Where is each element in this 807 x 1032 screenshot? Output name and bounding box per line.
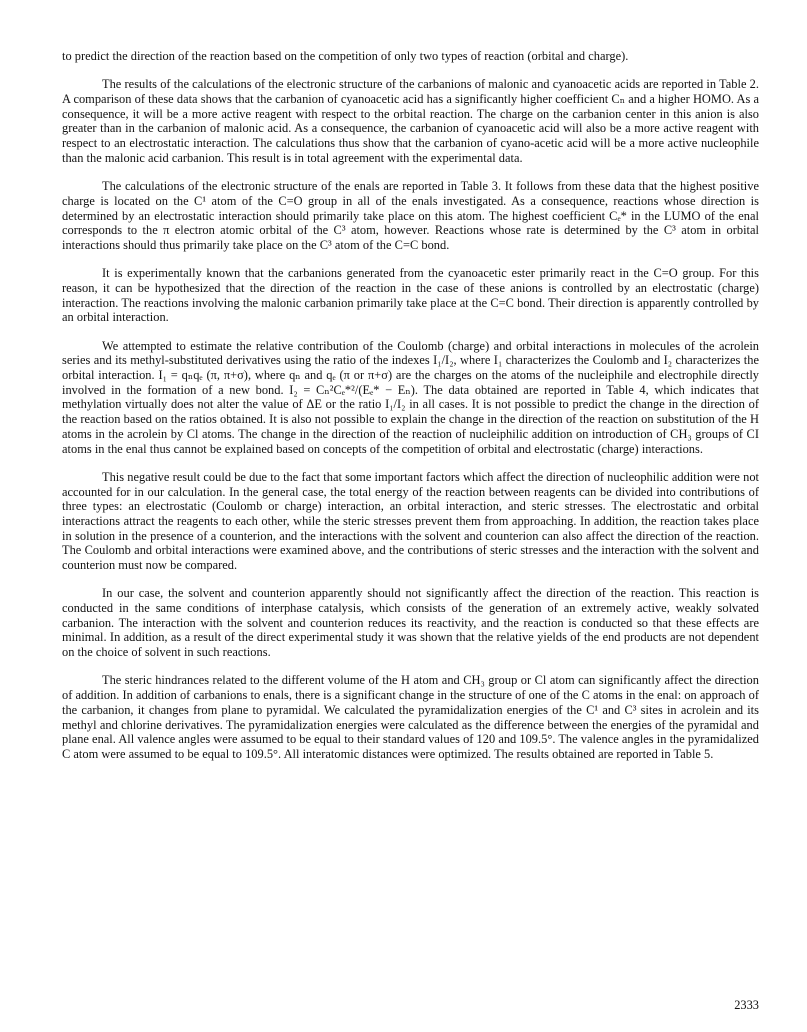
paragraph-1: to predict the direction of the reaction based on the competition of only two types of reaction (orbital and charge). — [62, 49, 629, 63]
page-number: 2333 — [734, 998, 759, 1012]
paragraph-3: The calculations of the electronic structure of the enals are reported in Table 3. It follows from these data that the highest positive charge is located on the C¹ atom of the C=O group in all of the enals investigated. As a consequence, reactions whose direction is determined by an electrostatic interaction should primarily take place on this atom. The highest coefficient Cₑ* in the LUMO of the enal corresponds to the π electron atomic orbital of the C³ atom, however. Reactions whose rate is determined by the C³ atom in orbital interactions should thus primarily take place on the C³ atom of the C=C bond. — [62, 179, 759, 252]
paragraph-7: In our case, the solvent and counterion apparently should not significantly affect the direction of the reaction. This reaction is conducted in the same conditions of interphase catalysis, which consists of the generation of an extremely active, weakly solvated carbanion. The interaction with the solvent and counterion reduces its reactivity, and the reaction is conducted so that these effects are minimal. In addition, as a result of the direct experimental study it was shown that the relative yields of the end products are not dependent on the choice of solvent in such reactions. — [62, 586, 759, 660]
paragraph-6: This negative result could be due to the fact that some important factors which affect the direction of nucleophilic addition were not accounted for in our calculation. In the general case, the total energy of the reaction between reagents can be divided into contributions of three types: an electrostatic (Coulomb or charge) interaction, an orbital interaction, and steric stresses. The electrostatic and orbital interactions attract the reagents to each other, while the steric stresses prevent them from approaching. In addition, the reaction takes place in solution in the presence of a counterion, and the interactions with the solvent and counterion can also affect the direction of the reaction. The Coulomb and orbital interactions were examined above, and the contributions of steric stresses and the interaction with the solvent and counterion must now be compared. — [62, 469, 759, 573]
paragraph-2: The results of the calculations of the electronic structure of the carbanions of malonic and cyanoacetic acids are reported in Table 2. A comparison of these data shows that the carbanion of cyanoacetic acid has a significantly higher coefficient Cₙ and a higher HOMO. As a consequence, it will be a more active reagent with respect to the orbital reaction. The charge on the carbanion center in this anion is also greater than in the carbanion of malonic acid. As a consequence, the carbanion of cyanoacetic acid will also be a more active reagent with respect to an electrostatic interaction. The calculations thus show that the carbanion of cyano-acetic acid will be a more active nucleophile than the malonic acid carbanion. This result is in total agreement with the experimental data. — [62, 77, 759, 165]
paragraph-4: It is experimentally known that the carbanions generated from the cyanoacetic ester primarily react in the C=O group. For this reason, it can be hypothesized that the direction of the reaction in the case of these anions is controlled by an electrostatic (charge) interaction. The reactions involving the malonic carbanion primarily take place at the C=C bond. Their direction is apparently controlled by an orbital interaction. — [62, 266, 759, 325]
paragraph-8: The steric hindrances related to the different volume of the H atom and CH₃ group or Cl atom can significantly affect the direction of addition. In addition of carbanions to enals, there is a significant change in the structure of one of the C atoms in the enal: on approach of the carbanion, it changes from plane to pyramidal. We calculated the pyramidalization energies of the C¹ and C³ sites in acrolein and its methyl and chlorine derivatives. The pyramidalization energies were calculated as the difference between the energies of the pyramidal and plane enal. All valence angles were assumed to be equal to their standard values of 120 and 109.5°. The valence angles in the pyramidalized C atom were assumed to be equal to 109.5°. All interatomic distances were optimized. The results obtained are reported in Table 5. — [62, 673, 760, 761]
paragraph-5: We attempted to estimate the relative contribution of the Coulomb (charge) and orbital interactions in molecules of the acrolein series and its methyl-substituted derivatives using the ratio of the indexes I₁/I₂, where I₁ characterizes the Coulomb and I₂ characterizes the orbital interaction. I₁ = qₙqₑ (π, π+σ), where qₙ and qₑ (π or π+σ) are the charges on the atoms of the nucleiphile and electrophile directly involved in the formation of a new bond. I₂ = Cₙ²Cₑ*²/(Eₑ* − Eₙ). The data obtained are reported in Table 4, which indicates that methylation virtually does not alter the value of ΔE or the ratio I₁/I₂ in all cases. It is not possible to predict the change in the direction of the reaction based on the ratios obtained. It is also not possible to explain the change in the direction of the reaction on substitution of the H atoms in the acrolein by Cl atoms. The change in the direction of the reaction of nucleiphilic addition on introduction of CH₃ groups of CI atoms in the enal thus cannot be explained based on concepts of the competition of orbital and electrostatic (charge) interactions. — [62, 338, 759, 456]
